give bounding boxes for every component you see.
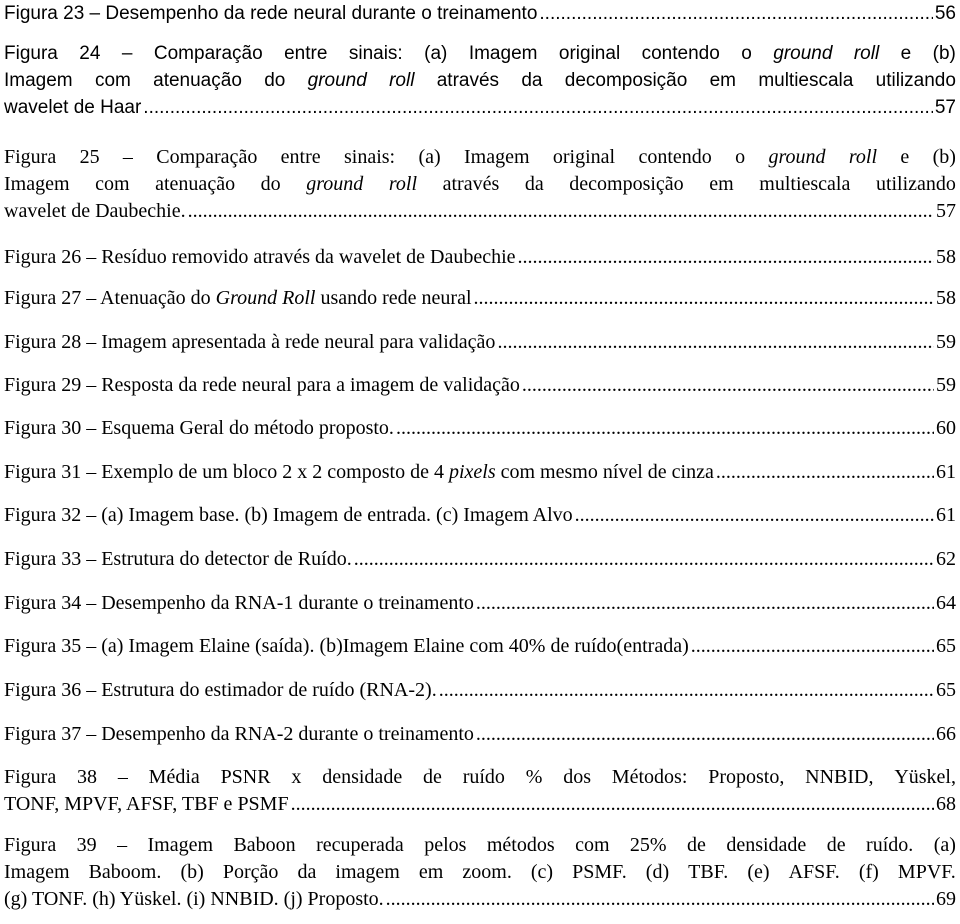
entry-word: 39 — [76, 834, 97, 856]
entry-text: Ground Roll — [215, 287, 316, 309]
dot-leader — [497, 329, 934, 356]
toc-entry[interactable] — [4, 0, 956, 27]
dot-leader — [476, 721, 934, 748]
entry-word: Yüskel, — [894, 766, 956, 788]
page-number: 65 — [936, 679, 956, 701]
toc-entry[interactable] — [4, 721, 956, 748]
entry-line — [4, 372, 956, 399]
entry-word: (f) — [858, 861, 879, 883]
entry-word: de — [826, 834, 846, 856]
entry-word: Proposto, — [708, 766, 785, 788]
entry-word: PSMF. — [572, 861, 627, 883]
entry-word: dos — [563, 766, 592, 788]
entry-word: Porção — [222, 861, 279, 883]
entry-word: sinais: — [344, 146, 396, 168]
entry-word: ruído — [462, 766, 505, 788]
entry-text: Figura 28 – Imagem apresentada à rede neural para validação — [4, 331, 496, 353]
dot-leader — [522, 372, 934, 399]
entry-line — [4, 502, 956, 529]
dot-leader — [716, 459, 934, 486]
entry-word: utilizando — [875, 70, 956, 91]
toc-entry[interactable] — [4, 40, 956, 121]
entry-title — [4, 590, 474, 617]
entry-text: TONF, MPVF, AFSF, TBF e PSMF — [4, 793, 289, 815]
entry-word: Baboom. — [88, 861, 162, 883]
dot-leader — [474, 285, 935, 312]
entry-word: da — [521, 70, 543, 91]
entry-word: com — [95, 173, 130, 195]
entry-word: multiescala — [759, 173, 851, 195]
entry-word: do — [260, 173, 281, 195]
entry-word: Comparação — [156, 146, 258, 168]
entry-word: Figura — [4, 43, 58, 64]
entry-word: de — [423, 766, 442, 788]
entry-word: roll — [388, 173, 418, 195]
toc-entry[interactable] — [4, 677, 956, 704]
entry-word: PSNR — [220, 766, 271, 788]
entry-word: (b) — [932, 43, 956, 64]
entry-text: com mesmo nível de cinza — [495, 461, 714, 483]
page-number: 59 — [936, 331, 956, 353]
entry-word: x — [291, 766, 302, 788]
page-number: 69 — [936, 888, 956, 910]
entry-word: entre — [280, 146, 321, 168]
entry-title — [4, 633, 689, 660]
entry-word: Média — [148, 766, 200, 788]
entry-word: – — [117, 766, 128, 788]
entry-word: em — [418, 861, 444, 883]
dot-leader — [539, 0, 932, 27]
entry-word: imagem — [335, 861, 400, 883]
entry-line — [4, 677, 956, 704]
entry-word: % — [525, 766, 543, 788]
entry-word: Figura — [4, 146, 57, 168]
entry-word: e — [900, 146, 910, 168]
entry-word: (d) — [645, 861, 670, 883]
entry-word: através — [442, 173, 500, 195]
entry-word: contendo — [641, 43, 720, 64]
dot-leader — [439, 677, 934, 704]
dot-leader — [575, 502, 934, 529]
entry-title — [4, 198, 186, 225]
entry-line — [4, 459, 956, 486]
entry-title — [4, 791, 289, 818]
entry-word: pelos — [424, 834, 467, 856]
entry-line — [4, 329, 956, 356]
toc-entry[interactable] — [4, 144, 956, 225]
entry-word: zoom. — [462, 861, 512, 883]
entry-line — [4, 721, 956, 748]
page-number: 59 — [936, 374, 956, 396]
entry-title — [4, 677, 437, 704]
entry-word: atenuação — [153, 70, 242, 91]
entry-word: com — [575, 834, 610, 856]
entry-word: original — [552, 146, 616, 168]
entry-word: da — [297, 861, 317, 883]
entry-text: Figura 32 – (a) Imagem base. (b) Imagem de entrada. (c) Imagem Alvo — [4, 504, 573, 526]
entry-text: Figura 37 – Desempenho da RNA-2 durante o treinamento — [4, 723, 474, 745]
entry-line — [4, 859, 956, 886]
dot-leader — [291, 791, 934, 818]
entry-word: utilizando — [875, 173, 956, 195]
entry-title — [4, 459, 714, 486]
page-number: 57 — [936, 200, 956, 222]
entry-word: densidade — [726, 834, 807, 856]
entry-word: (a) — [418, 146, 441, 168]
dot-leader — [188, 198, 934, 225]
entry-word: atenuação — [155, 173, 236, 195]
entry-word: (a) — [424, 43, 448, 64]
entry-word: AFSF. — [788, 861, 840, 883]
entry-word: 24 — [79, 43, 101, 64]
entry-word: 25 — [79, 146, 100, 168]
entry-word: (b) — [932, 146, 956, 168]
toc-entry[interactable] — [4, 415, 956, 442]
entry-line — [4, 198, 956, 225]
entry-word: (b) — [180, 861, 204, 883]
entry-word: através — [436, 70, 500, 91]
entry-title — [4, 0, 537, 27]
toc-entry[interactable] — [4, 764, 956, 818]
page-number: 61 — [936, 504, 956, 526]
page-number: 58 — [936, 246, 956, 268]
page-number: 68 — [936, 793, 956, 815]
entry-line — [4, 764, 956, 791]
toc-entry[interactable] — [4, 329, 956, 356]
toc-entry[interactable] — [4, 546, 956, 573]
entry-line — [4, 244, 956, 271]
entry-text: (g) TONF. (h) Yüskel. (i) NNBID. (j) Proposto. — [4, 888, 384, 910]
entry-line — [4, 546, 956, 573]
entry-word: Imagem — [464, 146, 530, 168]
entry-word: ground — [307, 70, 367, 91]
entry-word: ruído. — [866, 834, 914, 856]
entry-word: original — [558, 43, 621, 64]
entry-line — [4, 791, 956, 818]
toc-entry[interactable] — [4, 372, 956, 399]
entry-word: NNBID, — [805, 766, 874, 788]
entry-word: em — [709, 70, 737, 91]
entry-word: Imagem — [4, 70, 73, 91]
entry-word: e — [900, 43, 912, 64]
entry-text: Figura 33 – Estrutura do detector de Ruído. — [4, 548, 352, 570]
entry-word: – — [117, 834, 128, 856]
page-number: 57 — [934, 97, 956, 118]
entry-line — [4, 886, 956, 913]
entry-title — [4, 244, 516, 271]
dot-leader — [518, 244, 934, 271]
page-number: 58 — [936, 287, 956, 309]
entry-line — [4, 832, 956, 859]
entry-line — [4, 67, 956, 94]
entry-word: – — [122, 146, 133, 168]
entry-word: 38 — [77, 766, 98, 788]
entry-word: roll — [848, 146, 877, 168]
toc-entry[interactable] — [4, 590, 956, 617]
entry-title — [4, 546, 352, 573]
entry-word: sinais: — [348, 43, 403, 64]
toc-entry[interactable] — [4, 502, 956, 529]
toc-entry[interactable] — [4, 285, 956, 312]
entry-title — [4, 94, 141, 121]
entry-text: Figura 30 – Esquema Geral do método proposto. — [4, 417, 394, 439]
entry-text: Figura 35 – (a) Imagem Elaine (saída). (b)Imagem Elaine com 40% de ruído(entrada) — [4, 635, 689, 657]
entry-word: decomposição — [564, 70, 688, 91]
entry-word: da — [524, 173, 544, 195]
entry-text: Figura 29 – Resposta da rede neural para a imagem de validação — [4, 374, 520, 396]
entry-word: densidade — [322, 766, 403, 788]
entry-line — [4, 0, 956, 27]
entry-word: Imagem — [468, 43, 538, 64]
entry-text: wavelet de Haar — [4, 97, 142, 118]
entry-word: ground — [773, 43, 833, 64]
entry-word: Métodos: — [611, 766, 688, 788]
entry-word: recuperada — [316, 834, 404, 856]
entry-title — [4, 502, 573, 529]
entry-text: usando rede neural — [315, 287, 472, 309]
entry-text: Figura 34 – Desempenho da RNA-1 durante o treinamento — [4, 592, 474, 614]
entry-text: pixels — [448, 461, 496, 483]
entry-word: 25% — [629, 834, 667, 856]
entry-line — [4, 40, 956, 67]
entry-word: (a) — [933, 834, 956, 856]
entry-word: Imagem — [4, 861, 70, 883]
entry-word: Figura — [4, 834, 57, 856]
entry-text: Figura 36 – Estrutura do estimador de ruído (RNA-2). — [4, 679, 437, 701]
entry-line — [4, 285, 956, 312]
dot-leader — [691, 633, 934, 660]
entry-line — [4, 171, 956, 198]
entry-title — [4, 886, 384, 913]
entry-line — [4, 633, 956, 660]
entry-text: Figura 27 – Atenuação do — [4, 287, 216, 309]
entry-line — [4, 415, 956, 442]
page-number: 61 — [936, 461, 956, 483]
entry-line — [4, 590, 956, 617]
entry-word: métodos — [486, 834, 555, 856]
entry-title — [4, 415, 394, 442]
page-number: 62 — [936, 548, 956, 570]
entry-title — [4, 285, 472, 312]
entry-title — [4, 329, 495, 356]
dot-leader — [396, 415, 934, 442]
entry-word: o — [741, 43, 752, 64]
entry-text: Figura 23 – Desempenho da rede neural durante o treinamento — [4, 3, 538, 24]
page-number: 66 — [936, 723, 956, 745]
entry-title — [4, 372, 520, 399]
entry-title — [4, 721, 474, 748]
entry-text: Figura 31 – Exemplo de um bloco 2 x 2 composto de 4 — [4, 461, 449, 483]
entry-text: wavelet de Daubechie. — [4, 200, 186, 222]
entry-word: MPVF. — [897, 861, 956, 883]
page-number: 60 — [936, 417, 956, 439]
page-number: 65 — [936, 635, 956, 657]
entry-word: Comparação — [153, 43, 263, 64]
dot-leader — [354, 546, 934, 573]
entry-word: roll — [389, 70, 415, 91]
entry-word: de — [687, 834, 706, 856]
dot-leader — [386, 886, 934, 913]
entry-word: entre — [284, 43, 328, 64]
entry-word: multiescala — [758, 70, 854, 91]
dot-leader — [143, 94, 933, 121]
entry-word: ground — [768, 146, 826, 168]
entry-word: Baboon — [233, 834, 296, 856]
entry-word: decomposição — [569, 173, 684, 195]
entry-text: Figura 26 – Resíduo removido através da wavelet de Daubechie — [4, 246, 516, 268]
entry-word: (e) — [747, 861, 770, 883]
entry-line — [4, 94, 956, 121]
entry-word: ground — [306, 173, 364, 195]
toc-entry[interactable] — [4, 633, 956, 660]
toc-entry[interactable] — [4, 459, 956, 486]
toc-entry[interactable] — [4, 244, 956, 271]
entry-line — [4, 144, 956, 171]
toc-entry[interactable] — [4, 832, 956, 913]
page-number: 64 — [936, 592, 956, 614]
entry-word: Imagem — [4, 173, 70, 195]
dot-leader — [476, 590, 934, 617]
entry-word: contendo — [638, 146, 712, 168]
entry-word: Figura — [4, 766, 57, 788]
entry-word: TBF. — [688, 861, 729, 883]
entry-word: – — [121, 43, 133, 64]
entry-word: em — [709, 173, 734, 195]
entry-word: (c) — [530, 861, 554, 883]
page-number: 56 — [934, 3, 956, 24]
entry-word: com — [94, 70, 131, 91]
entry-word: roll — [853, 43, 880, 64]
entry-word: do — [264, 70, 286, 91]
entry-word: Imagem — [147, 834, 214, 856]
entry-word: o — [735, 146, 746, 168]
